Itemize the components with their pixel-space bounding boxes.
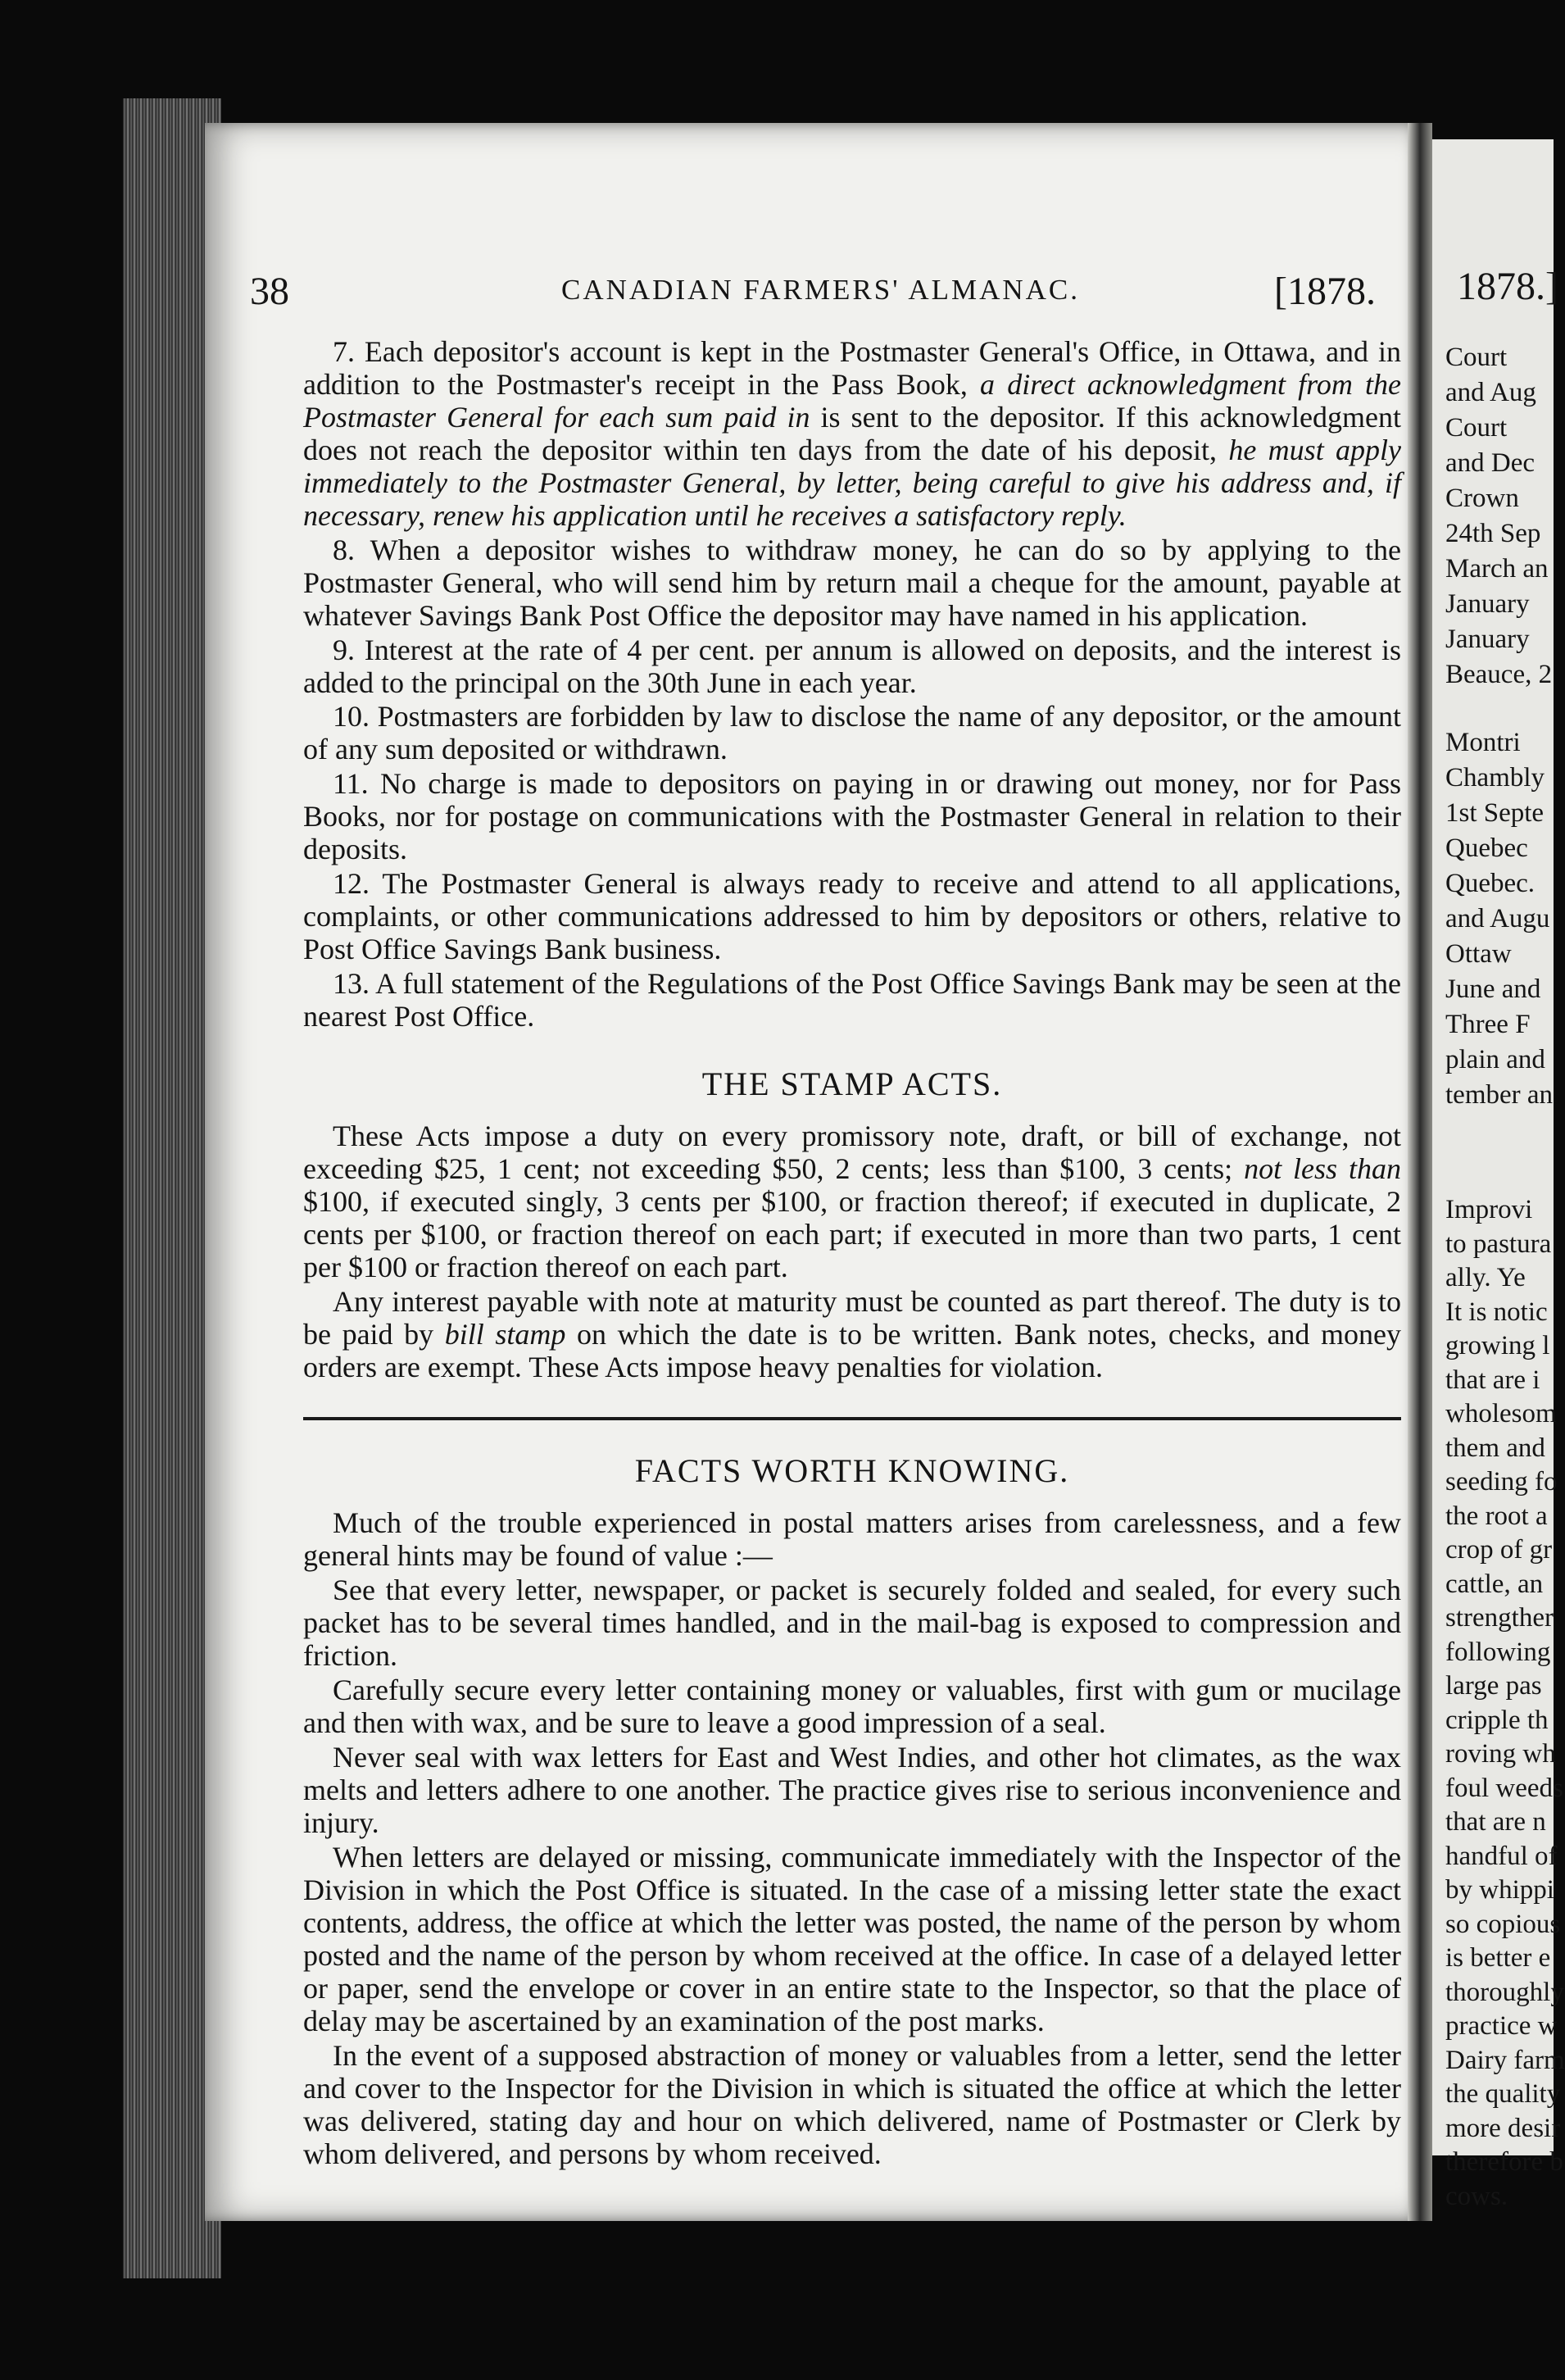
facts-paragraph: Never seal with wax letters for East and West Indies, and other hot climates, as the wax melts and letters adhere to one another. The practice gives rise to serious inconvenience and injury.	[303, 1741, 1401, 1839]
next-page-line: Improvi	[1445, 1195, 1533, 1224]
next-page-line: that are i	[1445, 1365, 1540, 1395]
paragraph-12: 12. The Postmaster General is always ready to receive and attend to all applications, complaints, or other communications addressed to him by depositors or others, relative to Post Office Savings Bank business.	[303, 867, 1401, 966]
paragraph-8: 8. When a depositor wishes to withdraw money, he can do so by applying to the Postmaster General, who will send him by return mail a cheque for the amount, payable at whatever Savings Bank Post Office the depositor may have named in his application.	[303, 533, 1401, 632]
facts-paragraph: Much of the trouble experienced in postal matters arises from carelessness, and a few general hints may be found of value :—	[303, 1506, 1401, 1573]
paragraph-11: 11. No charge is made to depositors on paying in or drawing out money, nor for Pass Books, nor for postage on communications with the Postmaster General in relation to their deposits.	[303, 767, 1401, 866]
facts-paragraph: In the event of a supposed abstraction of money or valuables from a letter, send the letter and cover to the Inspector for the Division in which is situated the office at which the letter was delivered, stating day and hour on which delivered, name of Postmaster or Clerk by whom delivered, and persons by whom received.	[303, 2038, 1401, 2170]
running-title: CANADIAN FARMERS' ALMANAC.	[561, 274, 1081, 306]
next-page-line: to pastura	[1445, 1229, 1552, 1259]
next-page-header: 1878.]	[1457, 265, 1558, 308]
next-page-line: Beauce, 2	[1445, 660, 1553, 689]
next-page-line: foul weeds	[1445, 1773, 1563, 1803]
paragraph-7: 7. Each depositor's account is kept in the Postmaster General's Office, in Ottawa, and in addition to the Postmaster's receipt in the Pass Book, a direct acknowledgment from the Postmaster General for each sum paid in is sent to the depositor. If this acknowledgment does not reach the depositor within ten days from the date of his deposit, he must apply immediately to the Postmaster General, by letter, being careful to give his address and, if necessary, renew his application until he receives a satisfactory reply.	[303, 335, 1402, 532]
next-page-line: handful of	[1445, 1841, 1558, 1871]
next-page-line: more desir	[1445, 2113, 1561, 2143]
next-page-line: following	[1445, 1637, 1551, 1667]
next-page-line: the root a	[1445, 1501, 1548, 1531]
next-page-line: cattle, an	[1445, 1569, 1544, 1599]
paragraph-9: 9. Interest at the rate of 4 per cent. per annum is allowed on deposits, and the interest is added to the principal on the 30th June in each year.	[303, 633, 1401, 699]
next-page-line: March an	[1445, 554, 1549, 584]
next-page-line: therefore b	[1445, 2147, 1563, 2177]
next-page-line: January	[1445, 589, 1530, 619]
next-page-line: ally. Ye	[1445, 1263, 1526, 1292]
next-page-line: that are n	[1445, 1807, 1546, 1837]
next-page-line: Ottaw	[1445, 939, 1512, 969]
next-page-line: tember an	[1445, 1080, 1554, 1110]
next-page-line: the quality	[1445, 2079, 1561, 2109]
next-page-line: and Augu	[1445, 904, 1550, 933]
paragraph-13: 13. A full statement of the Regulations of the Post Office Savings Bank may be seen at the nearest Post Office.	[303, 967, 1401, 1033]
paragraph-10: 10. Postmasters are forbidden by law to disclose the name of any depositor, or the amount of any sum deposited or withdrawn.	[303, 700, 1401, 766]
next-page-line: Dairy farm	[1445, 2045, 1565, 2075]
next-page-line: Court	[1445, 413, 1508, 443]
next-page-line: It is notic	[1445, 1297, 1548, 1327]
book-page-right-partial	[1432, 139, 1565, 2211]
next-page-line: January	[1445, 625, 1530, 654]
next-page-line: so copious	[1445, 1909, 1561, 1939]
next-page-line: plain and	[1445, 1045, 1545, 1074]
next-page-line: them and	[1445, 1433, 1545, 1463]
page-number: 38	[250, 270, 289, 313]
next-page-line: Montri	[1445, 728, 1521, 757]
page-header	[250, 269, 1401, 313]
next-page-line: Chambly	[1445, 763, 1545, 793]
next-page-line: growing l	[1445, 1331, 1550, 1360]
stamp-acts-title: THE STAMP ACTS.	[701, 1065, 1003, 1103]
next-page-line: practice w	[1445, 2011, 1558, 2041]
next-page-line: cripple th	[1445, 1705, 1549, 1735]
stamp-acts-paragraph-2: Any interest payable with note at maturity must be counted as part thereof. The duty is to be paid by bill stamp on which the date is to be written. Bank notes, checks, and money orders are exempt. These Acts impose heavy penalties for violation.	[303, 1285, 1402, 1384]
facts-paragraph: See that every letter, newspaper, or packet is securely folded and sealed, for every such packet has to be several times handled, and in the mail-bag is exposed to compression and friction.	[303, 1574, 1401, 1673]
next-page-line: large pas	[1445, 1671, 1542, 1701]
page-content	[303, 336, 1401, 2172]
next-page-line: Quebec.	[1445, 869, 1536, 898]
next-page-line: 1st Septe	[1445, 798, 1545, 828]
next-page-line: Court	[1445, 343, 1508, 372]
facts-paragraph: When letters are delayed or missing, communicate immediately with the Inspector of the Division in which the Post Office is situated. In the case of a missing letter state the exact contents, address, the office at which the letter was posted, the name of the person by whom posted and the name of the person by whom received at the office. In case of a delayed letter or paper, send the envelope or cover in an entire state to the Inspector, so that the place of delay may be ascertained by an examination of the post marks.	[303, 1840, 1401, 2037]
next-page-line: cows.	[1445, 2181, 1508, 2211]
next-page-line: seeding fo	[1445, 1467, 1558, 1497]
stamp-acts-paragraph-1: These Acts impose a duty on every promissory note, draft, or bill of exchange, not exceeding $25, 1 cent; not exceeding $50, 2 cents; less than $100, 3 cents; not less than $100, if executed singly, 3 cents per $100, or fraction thereof; if executed in duplicate, 2 cents per $100, or fraction thereof on each part; if executed in more than two parts, 1 cent per $100 or fraction thereof on each part.	[303, 1120, 1401, 1284]
next-page-line: June and	[1445, 974, 1541, 1004]
section-divider	[303, 1417, 1401, 1420]
next-page-line: is better e	[1445, 1943, 1551, 1973]
next-page-line: thoroughly	[1445, 1977, 1564, 2007]
next-page-line: strengther	[1445, 1603, 1554, 1633]
next-page-line: Crown	[1445, 484, 1519, 513]
next-page-line: and Dec	[1445, 448, 1536, 478]
next-page-line: by whippi	[1445, 1875, 1554, 1905]
next-page-line: and Aug	[1445, 378, 1536, 407]
next-page-line: wholesom	[1445, 1399, 1557, 1428]
next-page-line: 24th Sep	[1445, 519, 1541, 548]
year-label: [1878.	[1274, 270, 1376, 313]
next-page-line: Quebec	[1445, 833, 1528, 863]
facts-paragraph: Carefully secure every letter containing money or valuables, first with gum or mucilage and then with wax, and be sure to leave a good impression of a seal.	[303, 1674, 1401, 1740]
facts-title: FACTS WORTH KNOWING.	[634, 1452, 1070, 1490]
book-gutter	[1408, 123, 1432, 2221]
next-page-line: crop of gr	[1445, 1535, 1553, 1565]
next-page-line: roving wh	[1445, 1739, 1556, 1769]
next-page-line: Three F	[1445, 1010, 1531, 1039]
